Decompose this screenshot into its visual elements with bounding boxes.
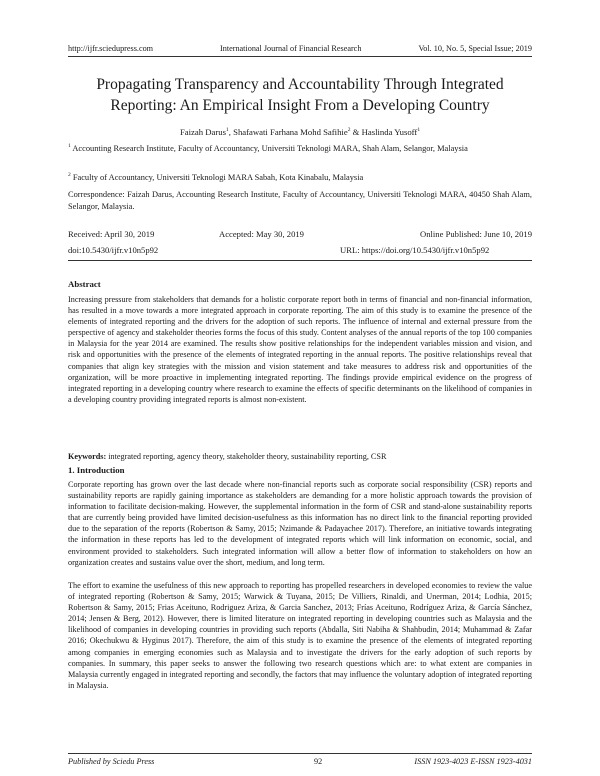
author-2-affil-mark: 2 — [347, 127, 351, 134]
doi: doi:10.5430/ijfr.v10n5p92 — [68, 245, 159, 255]
running-header — [68, 44, 532, 56]
title-line-1: Propagating Transparency and Accountability Through Integrated — [96, 76, 504, 93]
abstract-text: Increasing pressure from stakeholders that demands for a holistic corporate report both in terms of financial and non-financial information, has resulted in a move towards a more integrated approach in corporate reporting. The aim of this study is to examine the presence of the elements of integrated reporting and the drivers for the adoption of such reports. The influence of internal and external pressure from the perspective of agency and stakeholder theories forms the focus of this study. Content analyses of the annual reports of the top 100 companies in Malaysia for the year 2014 are examined. The results show positive relationships for the independent variables mission and vision, and risk and opportunities with the presence of the elements of integrated reporting in the annual reports. The positive relationships reveal that companies that align key strategies with the mission and vision statement and take measures to address risk and opportunities of the organization, will be more proactive in implementing integrated reporting. The findings provide empirical evidence on the progress of integrated reporting in a developing country where research to examine the effects of specific determinants on the likelihood of companies in a developing country providing integrated reports is almost non-existent. — [68, 295, 532, 404]
received-date: Received: April 30, 2019 — [68, 229, 155, 239]
page-number: 92 — [314, 757, 323, 766]
footer-publisher: Published by Sciedu Press — [68, 757, 155, 766]
author-1-affil-mark: 1 — [226, 127, 229, 134]
introduction-paragraph-2: The effort to examine the usefulness of this new approach to reporting has propelled researchers in developed economies to review the value of integrated reporting (Robertson & Samy, 2015; Warwick & Tuyana, 2015; De Villiers, Rinaldi, and Unerman, 2014; Lodhia, 2015; Robertson & Samy, 2015; Frias Aceituno, Rodriguez Ariza, & Garcia Sanchez, 2013; Frías Aceituno, Rodríguez Ariza, & García Sánchez, 2014; Jensen & Berg, 2012). However, there is limited literature on integrated reporting in developing countries such as Malaysia and the likelihood of companies in developing countries in providing such reports (Abdalla, Siti Nabiha & Shahbudin, 2014; Muhammad & Zafar 2016; Okechukwu & Hyginus 2017). Therefore, the aim of this study is to examine the presence of the elements of integrated reporting among companies in emerging economies such as Malaysia and to investigate the drivers for the early adoption of such reports by companies. In summary, this paper seeks to answer the following two research questions which are: to what extent are companies in Malaysia currently engaged in integrated reporting and secondly, the factors that may influence the voluntary adoption of integrated reporting in Malaysia. — [68, 581, 532, 690]
metadata-divider — [68, 260, 532, 261]
affiliation-1-text: Accounting Research Institute, Faculty of Accountancy, Universiti Teknologi MARA, Shah Alam, Selangor, Malaysia — [70, 144, 468, 153]
article-dates — [68, 229, 532, 241]
title-line-2: Reporting: An Empirical Insight From a Developing Country — [110, 97, 490, 114]
keywords — [68, 451, 532, 462]
affiliation-2-mark: 2 — [68, 172, 71, 179]
volume-info: Vol. 10, No. 5, Special Issue; 2019 — [418, 44, 532, 53]
introduction-paragraph-1: Corporate reporting has grown over the last decade where non-financial reports such as corporate social responsibility (CSR) reports and sustainability reports are rapidly gaining importance as stakeholders are demanding for a more holistic approach towards the provision of information to facilitate decision-making. However, the supplemental information in the form of CSR and stand-alone sustainability reports that are currently being provided have limited decision-usefulness as this information has no direct link to the financial reporting provided due to the separation of the reports (Robertson & Samy, 2015; Nzimande & Padayachee 2017). Therefore, an initiative towards integrating the information in these reports has led to the development of integrated reports which will link information on economic, social, and environment provided to stakeholders. Such integrated information will allow a better flow of information to stakeholders on how an organization creates and sustains value over the short, medium, and long term. — [68, 480, 532, 567]
affiliation-1 — [68, 143, 532, 155]
introduction-heading: 1. Introduction — [68, 465, 125, 475]
journal-url[interactable]: http://ijfr.sciedupress.com — [68, 44, 154, 53]
doi-url[interactable]: URL: https://doi.org/10.5430/ijfr.v10n5p92 — [340, 245, 490, 255]
doi-line — [68, 245, 532, 257]
keywords-list: integrated reporting, agency theory, stakeholder theory, sustainability reporting, CSR — [106, 452, 387, 461]
abstract-heading: Abstract — [68, 279, 101, 289]
journal-name: International Journal of Financial Research — [220, 44, 362, 53]
header-divider — [68, 56, 532, 57]
footer-divider — [68, 753, 532, 754]
affiliation-2 — [68, 172, 532, 184]
published-date: Online Published: June 10, 2019 — [420, 229, 532, 239]
correspondence: Correspondence: Faizah Darus, Accounting Research Institute, Faculty of Accountancy, Universiti Teknologi MARA, 40450 Shah Alam, Selangor, Malaysia. — [68, 190, 532, 211]
paper-title — [68, 74, 532, 116]
author-1: Faizah Darus — [179, 127, 227, 137]
keywords-label: Keywords: — [68, 452, 107, 461]
affiliation-1-mark: 1 — [68, 143, 71, 150]
affiliation-2-text: Faculty of Accountancy, Universiti Teknologi MARA Sabah, Kota Kinabalu, Malaysia — [70, 173, 364, 182]
author-list — [68, 127, 532, 137]
page-footer — [68, 757, 532, 769]
author-2: , Shafawati Farhana Mohd Safihie — [228, 127, 348, 137]
author-3: & Haslinda Yusoff — [350, 127, 418, 137]
footer-issn: ISSN 1923-4023 E-ISSN 1923-4031 — [414, 757, 532, 766]
author-3-affil-mark: 1 — [417, 127, 421, 134]
accepted-date: Accepted: May 30, 2019 — [219, 229, 304, 239]
